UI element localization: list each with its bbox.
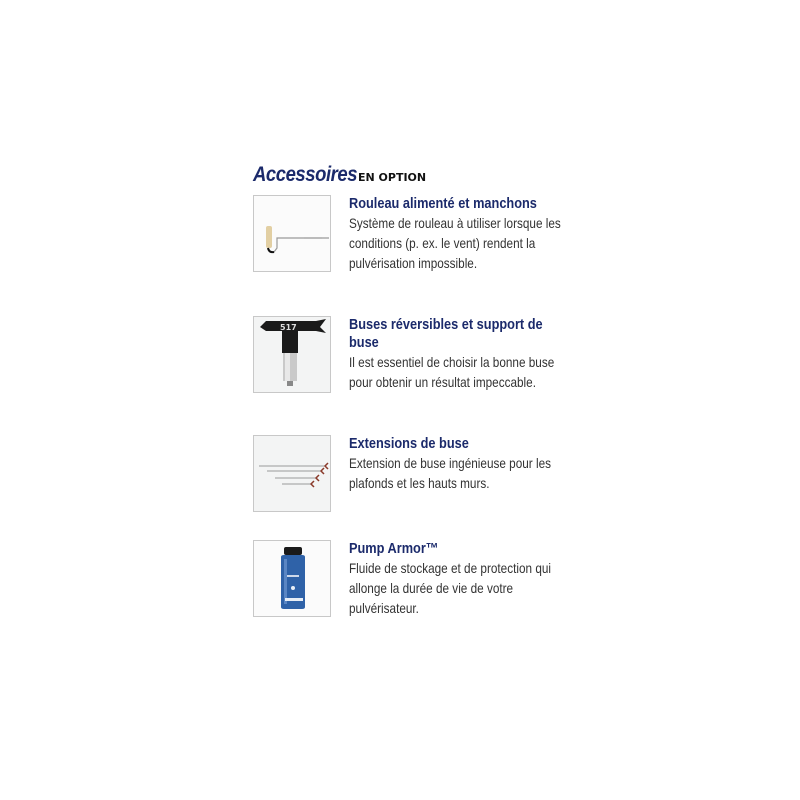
item-description	[349, 558, 559, 618]
title-line: Buses réversibles et support de	[349, 317, 543, 333]
item-title: Rouleau alimenté et manchons	[349, 196, 537, 212]
desc-line: allonge la durée de vie de votre	[349, 580, 514, 596]
item-title: Pump Armor™	[349, 541, 439, 557]
desc-line: pulvérisation impossible.	[349, 255, 478, 271]
item-description	[349, 453, 559, 493]
item-title: Extensions de buse	[349, 436, 469, 452]
desc-line: pour obtenir un résultat impeccable.	[349, 374, 536, 390]
desc-line: conditions (p. ex. le vent) rendent la	[349, 235, 536, 251]
pump-armor-bottle-icon	[253, 540, 331, 617]
paint-roller-icon	[253, 195, 331, 272]
item-description	[349, 213, 559, 273]
item-description	[349, 352, 559, 392]
desc-line: pulvérisateur.	[349, 600, 419, 616]
heading-subtitle: EN OPTION	[358, 171, 427, 184]
tip-extensions-icon	[253, 435, 331, 512]
title-line: buse	[349, 335, 379, 351]
spray-tip-icon	[253, 316, 331, 393]
item-title	[349, 316, 560, 352]
heading-title: Accessoires	[253, 163, 358, 186]
svg-text:517: 517	[280, 323, 297, 332]
desc-line: Il est essentiel de choisir la bonne buse	[349, 354, 555, 370]
section-heading	[253, 163, 427, 187]
desc-line: Extension de buse ingénieuse pour les	[349, 455, 552, 471]
desc-line: Système de rouleau à utiliser lorsque les	[349, 215, 561, 231]
desc-line: Fluide de stockage et de protection qui	[349, 560, 552, 576]
desc-line: plafonds et les hauts murs.	[349, 475, 490, 491]
